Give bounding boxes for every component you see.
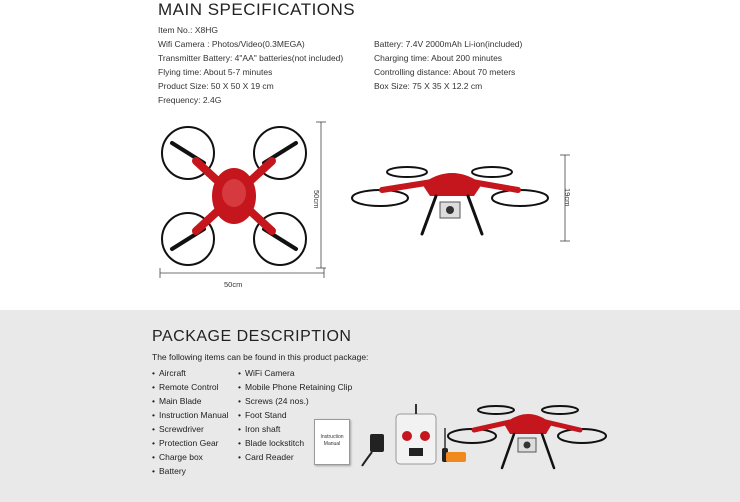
instruction-manual-image: Instruction Manual	[314, 419, 350, 465]
remote-control-image	[394, 404, 438, 466]
package-drone-image	[448, 396, 608, 486]
charger-image	[360, 428, 390, 468]
width-dimension-label: 50cm	[224, 280, 243, 289]
spec-wifi-camera: Wifi Camera : Photos/Video(0.3MEGA)	[158, 39, 305, 49]
package-item-main-blade: • Main Blade	[152, 396, 202, 406]
package-item-phone-clip: • Mobile Phone Retaining Clip	[238, 382, 352, 392]
package-item-iron-shaft: • Iron shaft	[238, 424, 280, 434]
package-item-card-reader: • Card Reader	[238, 452, 294, 462]
spec-box-size: Box Size: 75 X 35 X 12.2 cm	[374, 81, 483, 91]
package-item-foot-stand: • Foot Stand	[238, 410, 287, 420]
spec-battery: Battery: 7.4V 2000mAh Li-ion(included)	[374, 39, 523, 49]
package-item-wifi-camera: • WiFi Camera	[238, 368, 295, 378]
package-section	[0, 310, 740, 502]
package-intro-text: The following items can be found in this product package:	[152, 352, 369, 362]
spec-product-size: Product Size: 50 X 50 X 19 cm	[158, 81, 274, 91]
spec-flying-time: Flying time: About 5-7 minutes	[158, 67, 273, 77]
package-item-instruction-manual: • Instruction Manual	[152, 410, 228, 420]
package-item-charge-box: • Charge box	[152, 452, 203, 462]
height-dimension-label: 19cm	[563, 188, 572, 207]
package-description-title: PACKAGE DESCRIPTION	[152, 328, 352, 345]
package-item-screws: • Screws (24 nos.)	[238, 396, 309, 406]
package-item-battery: • Battery	[152, 466, 186, 476]
width-dimension-line	[160, 268, 324, 278]
package-item-remote-control: • Remote Control	[152, 382, 219, 392]
length-dimension-label: 50cm	[312, 190, 321, 209]
package-item-protection-gear: • Protection Gear	[152, 438, 219, 448]
spec-frequency: Frequency: 2.4G	[158, 95, 222, 105]
package-item-blade-lockstitch: • Blade lockstitch	[238, 438, 304, 448]
drone-side-view-image	[352, 150, 552, 245]
main-specifications-title: MAIN SPECIFICATIONS	[158, 0, 356, 19]
package-item-screwdriver: • Screwdriver	[152, 424, 204, 434]
drone-top-view-image	[150, 115, 330, 285]
spec-charging-time: Charging time: About 200 minutes	[374, 53, 503, 63]
package-item-aircraft: • Aircraft	[152, 368, 186, 378]
spec-item-no: Item No.: X8HG	[158, 25, 218, 35]
spec-transmitter-battery: Transmitter Battery: 4"AA" batteries(not included)	[158, 53, 344, 63]
spec-controlling-distance: Controlling distance: About 70 meters	[374, 67, 516, 77]
